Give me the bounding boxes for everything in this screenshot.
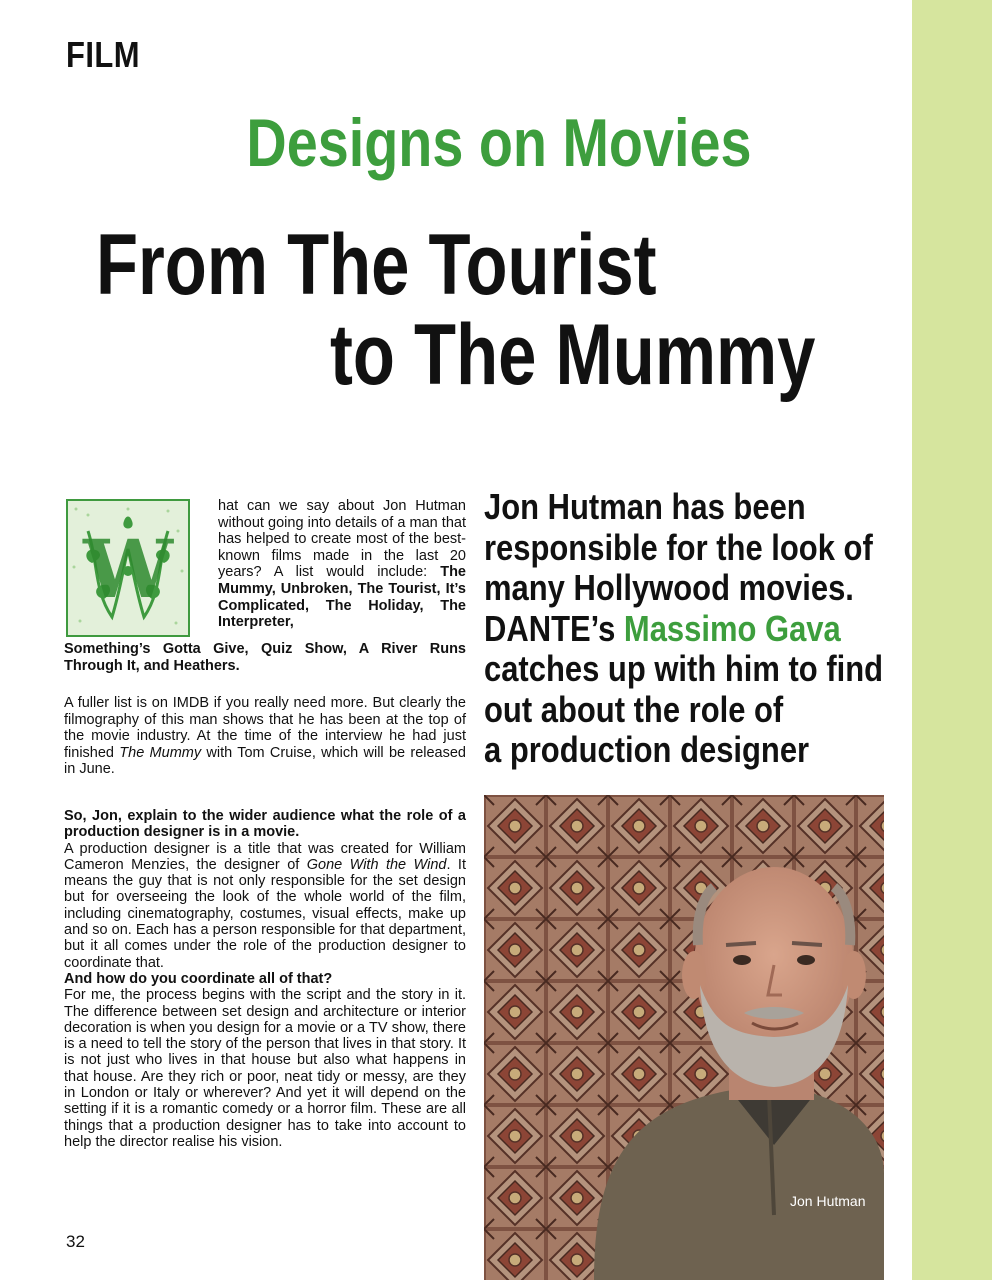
answer-1-text: A production designer is a title that was created for William Cameron Menzies, the designer of	[64, 840, 466, 873]
standfirst-line: a production designer	[484, 729, 810, 770]
question-2: And how do you coordinate all of that?	[64, 970, 333, 987]
section-label: FILM	[66, 34, 140, 75]
intro-text: hat can we say about Jon Hutman without going into details of a man that has helped to create most of the best-known films made in the last 20 years? A list would include:	[218, 498, 466, 581]
answer-1	[64, 841, 466, 971]
standfirst	[484, 487, 904, 771]
side-color-bar	[912, 0, 992, 1280]
headline-line-2: to The Mummy	[330, 307, 816, 403]
standfirst-line: catches up with him to find	[484, 648, 884, 689]
standfirst-line: many Hollywood movies.	[484, 567, 854, 608]
headline-line-1: From The Tourist	[96, 217, 657, 313]
standfirst-line: Jon Hutman has been	[484, 486, 806, 527]
intro-paragraph	[218, 498, 466, 631]
standfirst-line	[484, 609, 845, 650]
kicker-title: Designs on Movies	[246, 105, 752, 181]
paragraph-2-text-end: with Tom Cruise, which will be released in June.	[64, 744, 466, 778]
paragraph-2-film-title: The Mummy	[119, 744, 202, 761]
interview-body	[64, 808, 466, 1150]
answer-1-text-end: . It means the guy that is not only responsible for the set design but for overseeing the look of the whole world of the film, including cinematography, costumes, visual effects, make up and so on. Each has a person responsible for that department, but it all comes under the role of the production designer to coordinate that.	[64, 856, 466, 971]
intro-films-a: The Mummy, Unbroken, The Tourist, It’s Complicated, The Holiday, The Interpreter,	[218, 564, 466, 631]
photo-caption: Jon Hutman	[790, 1193, 866, 1209]
drop-cap-ornament-icon	[68, 501, 188, 635]
paragraph-2-text: A fuller list is on IMDB if you really need more. But clearly the filmography of this man shows that he has been at the top of the movie industry. At the time of the interview he had just finished	[64, 695, 466, 761]
paragraph-2	[64, 695, 466, 778]
standfirst-line: out about the role of	[484, 688, 784, 730]
page-number: 32	[66, 1232, 85, 1251]
svg-text:W: W	[83, 522, 173, 616]
question-1: So, Jon, explain to the wider audience what the role of a production designer is in a movie.	[64, 808, 466, 841]
answer-1-film-title: Gone With the Wind	[306, 856, 447, 873]
ornamental-drop-cap	[66, 499, 190, 637]
standfirst-line: responsible for the look of	[484, 526, 873, 568]
standfirst-text: DANTE’s	[484, 607, 624, 649]
answer-2: For me, the process begins with the script and the story in it. The difference between set design and architecture or interior decoration is when you design for a movie or a TV show, there is a need to tell the story of the person that lives in that story. It is not just who lives in that house but also what happens in that house. Are they rich or poor, neat tidy or messy, are they in London or Italy or wherever? And yet it will depend on the setting if it is a romantic comedy or a horror film. These are all things that a production designer has to take into account to help the director realise his vision.	[64, 987, 466, 1150]
author-name: Massimo Gava	[623, 607, 841, 649]
intro-films-continued: Something’s Gotta Give, Quiz Show, A River Runs Through It, and Heathers.	[64, 641, 466, 674]
kicker-wrapper	[0, 104, 992, 182]
